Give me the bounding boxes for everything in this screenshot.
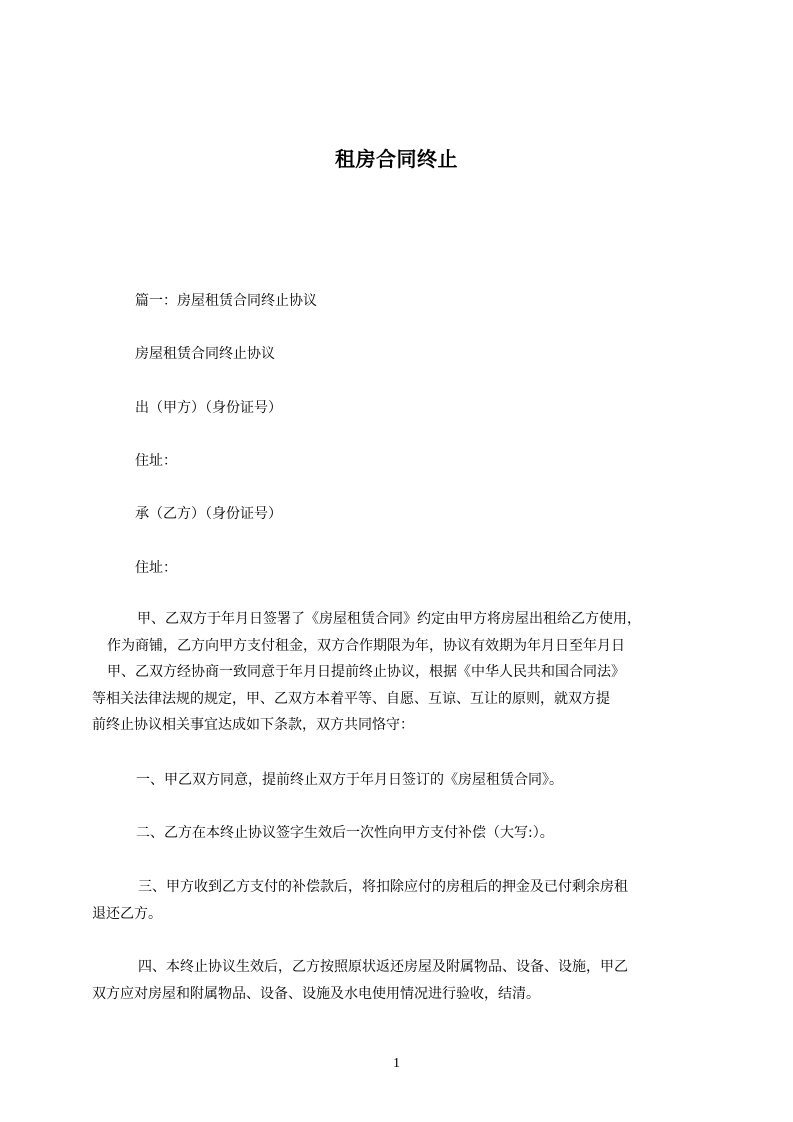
- clause-line: 双方应对房屋和附属物品、设备、设施及水电使用情况进行验收，结清。: [92, 985, 540, 1002]
- clause-1: [92, 767, 712, 794]
- clause-line: 二、乙方在本终止协议签字生效后一次性向甲方支付补偿（大写:）。: [136, 825, 554, 841]
- clause-2: [92, 820, 712, 847]
- section-heading: 篇一：房屋租赁合同终止协议: [135, 293, 317, 309]
- intro-line: 等相关法律法规的规定，甲、乙双方本着平等、自愿、互谅、互让的原则，就双方提: [92, 690, 610, 707]
- page-number: 1: [393, 1056, 400, 1071]
- intro-line: 甲、乙双方于年月日签署了《房屋租赁合同》约定由甲方将房屋出租给乙方使用，: [137, 611, 641, 627]
- intro-line: 前终止协议相关事宜达成如下条款，双方共同恪守：: [92, 717, 414, 733]
- intro-line: 甲、乙双方经协商一致同意于年月日提前终止协议，根据《中华人民共和国合同法》: [107, 664, 625, 680]
- party-a-line: 出（甲方）（身份证号）: [135, 400, 282, 416]
- party-b-line: 承（乙方）（身份证号）: [135, 506, 282, 522]
- clause-line: 四、本终止协议生效后，乙方按照原状返还房屋及附属物品、设备、设施，甲乙: [138, 959, 628, 975]
- intro-paragraph: [92, 606, 712, 739]
- clause-4: [92, 954, 712, 1007]
- document-title: 租房合同终止: [335, 147, 458, 171]
- intro-line: 作为商铺，乙方向甲方支付租金，双方合作期限为年，协议有效期为年月日至年月日: [107, 637, 625, 654]
- party-b-address: 住址：: [135, 560, 177, 576]
- clause-line: 退还乙方。: [92, 905, 162, 922]
- clause-line: 三、甲方收到乙方支付的补偿款后，将扣除应付的房租后的押金及已付剩余房租: [138, 879, 628, 895]
- clause-3: [92, 874, 712, 927]
- party-a-address: 住址：: [135, 453, 177, 469]
- agreement-subtitle: 房屋租赁合同终止协议: [135, 346, 275, 362]
- clause-line: 一、甲乙双方同意，提前终止双方于年月日签订的《房屋租赁合同》。: [136, 772, 563, 788]
